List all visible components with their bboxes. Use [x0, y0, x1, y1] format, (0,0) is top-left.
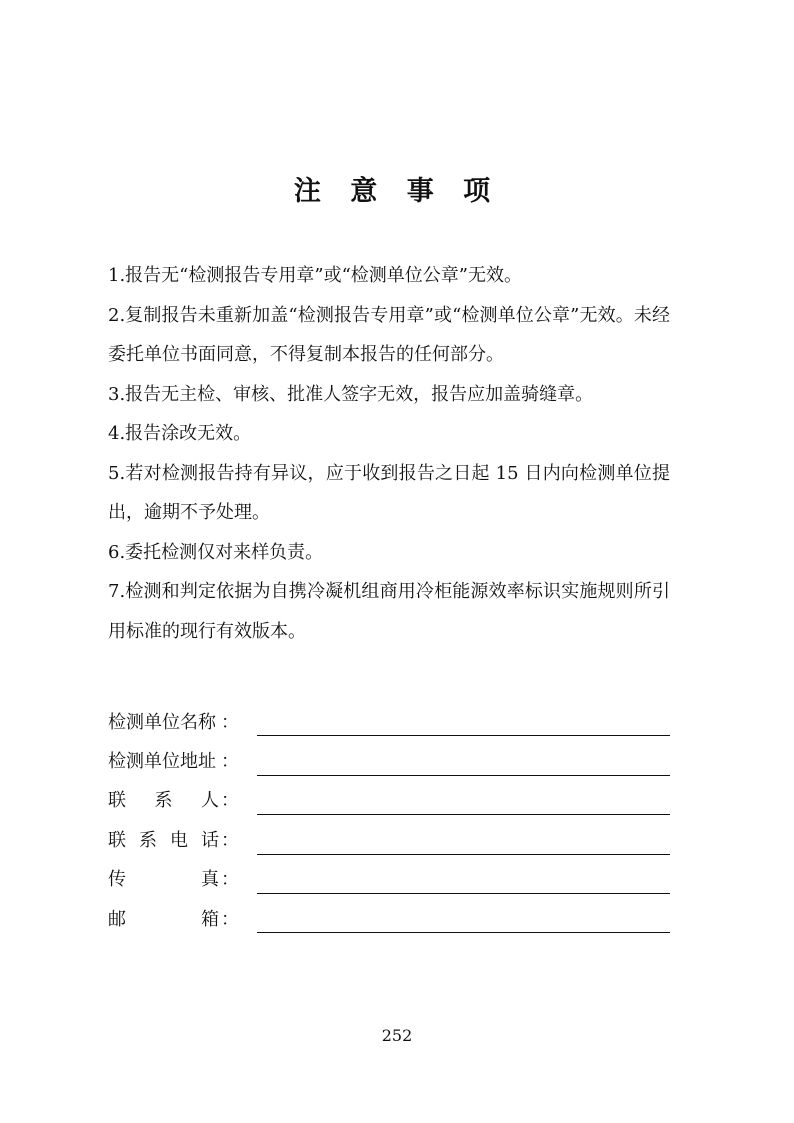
form-label: [108, 786, 239, 816]
note-item-2: 2.复制报告未重新加盖“检测报告专用章”或“检测单位公章”无效。未经委托单位书面同意，不得复制本报告的任何部分。: [108, 304, 670, 365]
blank-line[interactable]: [257, 932, 670, 933]
form-row-fax: [108, 861, 670, 900]
form-label-text: 检 测 单 位 名 称: [108, 711, 216, 733]
form-label-text: 联 系 电 话: [108, 829, 219, 851]
form-row-phone: [108, 821, 670, 860]
form-label-colon: ：: [221, 829, 239, 851]
blank-line[interactable]: [257, 854, 670, 855]
note-item-5: 5.若对检测报告持有异议，应于收到报告之日起 15 日内向检测单位提出，逾期不予处理。: [108, 462, 670, 523]
form-row-contact-person: [108, 782, 670, 821]
form-label: [108, 865, 239, 895]
form-label-colon: ：: [221, 711, 239, 733]
form-row-lab-address: [108, 742, 670, 781]
note-item-1: 1.报告无“检测报告专用章”或“检测单位公章”无效。: [108, 265, 522, 286]
blank-line[interactable]: [257, 775, 670, 776]
note-item-4: 4.报告涂改无效。: [108, 423, 252, 444]
form-row-lab-name: [108, 703, 670, 742]
notes-list: [108, 256, 670, 651]
form-label-colon: ：: [221, 790, 239, 812]
contact-form: [108, 703, 670, 939]
form-label-text: 邮 箱: [108, 908, 219, 930]
form-label-text: 检 测 单 位 地 址: [108, 751, 216, 773]
note-item-7: 7.检测和判定依据为自携冷凝机组商用冷柜能源效率标识实施规则所引用标准的现行有效版本。: [108, 581, 670, 642]
blank-line[interactable]: [257, 814, 670, 815]
page-title: 注 意 事 项: [293, 176, 501, 207]
form-label: [108, 747, 239, 777]
form-label-text: 联 系 人: [108, 790, 219, 812]
form-label-colon: ：: [221, 869, 239, 891]
form-row-email: [108, 900, 670, 939]
form-label: [108, 708, 239, 738]
form-label: [108, 905, 239, 935]
form-label: [108, 826, 239, 856]
form-label-colon: ：: [221, 751, 239, 773]
form-label-colon: ：: [221, 908, 239, 930]
form-label-text: 传 真: [108, 869, 219, 891]
note-item-3: 3.报告无主检、审核、批准人签字无效，报告应加盖骑缝章。: [108, 383, 594, 405]
blank-line[interactable]: [257, 893, 670, 894]
blank-line[interactable]: [257, 735, 670, 736]
note-item-6: 6.委托检测仅对来样负责。: [108, 541, 324, 563]
page-number: 252: [381, 1026, 413, 1045]
